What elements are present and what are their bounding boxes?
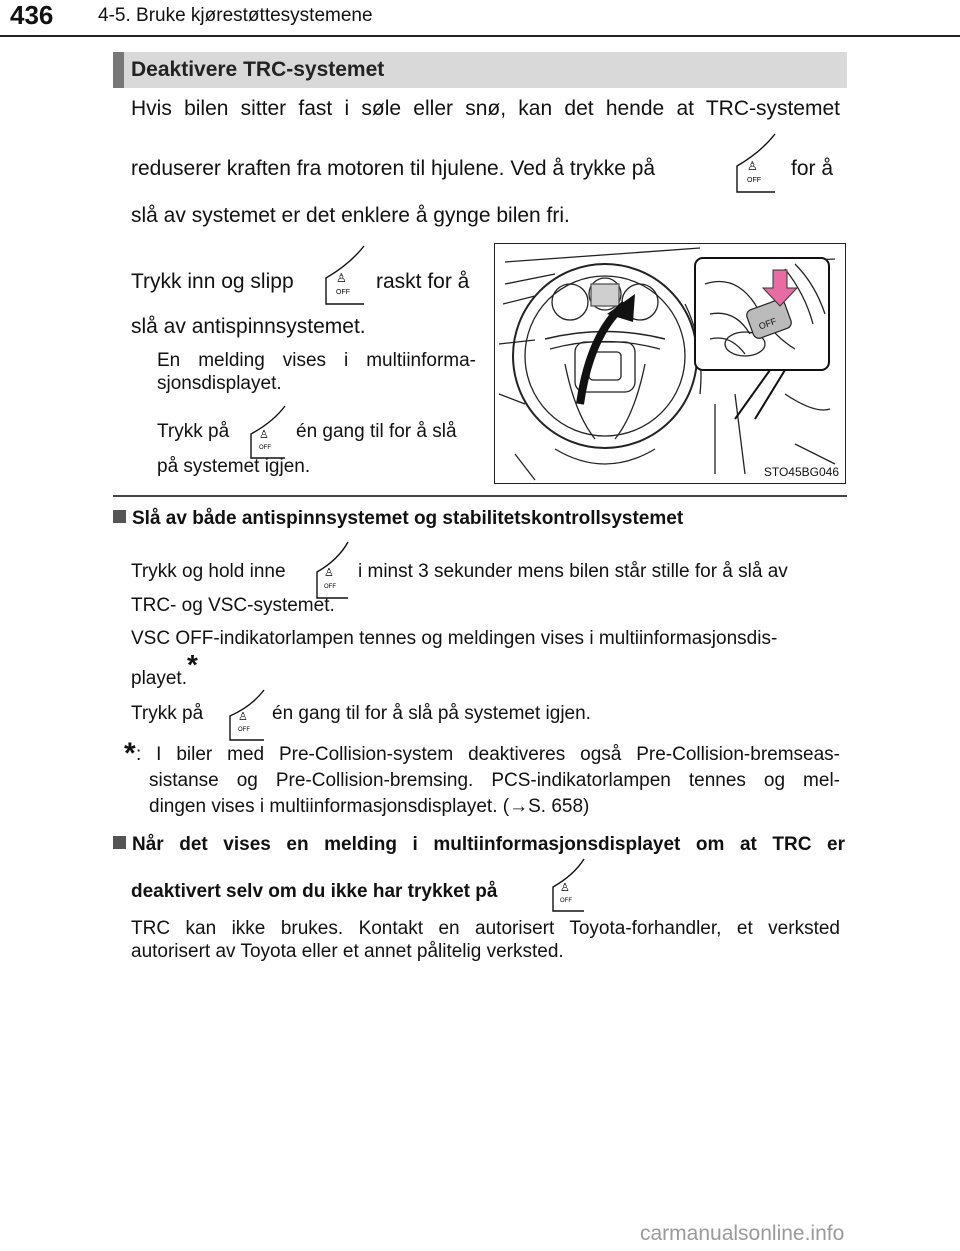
subsection-2-heading-line-1: Når det vises en melding i multiinformasjonsdisplayet om at TRC er: [113, 834, 845, 856]
page-number: 436: [10, 0, 54, 30]
square-bullet-icon: [113, 836, 126, 849]
svg-text:OFF: OFF: [747, 177, 761, 184]
header-divider: [0, 35, 960, 37]
svg-text:♙: ♙: [259, 429, 269, 441]
sub1-line-2: TRC- og VSC-systemet.: [131, 595, 335, 616]
vsc-off-button-icon: [224, 688, 268, 742]
svg-text:OFF: OFF: [238, 727, 250, 733]
footnote-line-3: dingen vises i multiinformasjonsdisplayet. (→S. 658): [149, 796, 590, 817]
footnote-star: *: [124, 737, 136, 770]
subsection-1-heading: Slå av både antispinnsystemet og stabilitetskontrollsystemet: [113, 508, 683, 530]
section-bar-accent: [113, 52, 124, 88]
vsc-off-button-icon: [731, 132, 779, 194]
sub2-body-line-2: autorisert av Toyota eller et annet pålitelig verksted.: [131, 941, 564, 962]
step1-note1-line-1: En melding vises i multiinforma-: [157, 350, 476, 371]
square-bullet-icon: [113, 510, 126, 523]
sub1-line-1b: i minst 3 sekunder mens bilen står stille for å slå av: [358, 561, 788, 582]
svg-text:♙: ♙: [560, 882, 570, 894]
svg-text:OFF: OFF: [259, 445, 271, 451]
intro-line-2a: reduserer kraften fra motoren til hjulene. Ved å trykke på: [131, 157, 656, 180]
intro-line-2b: for å: [791, 157, 834, 180]
step1-note2-line-1b: én gang til for å slå: [296, 421, 457, 442]
watermark: carmanualsonline.info: [640, 1222, 845, 1245]
step1-note2-line-1a: Trykk på: [157, 421, 230, 442]
section-divider: [113, 495, 847, 497]
steering-wheel-illustration: [495, 244, 844, 482]
step1-note2-line-2: på systemet igjen.: [157, 456, 311, 477]
sub1-line-5a: Trykk på: [131, 703, 204, 724]
svg-text:OFF: OFF: [757, 316, 778, 332]
svg-text:OFF: OFF: [324, 584, 336, 590]
subsection-2-heading-line-2: deaktivert selv om du ikke har trykket på: [131, 881, 498, 902]
svg-text:OFF: OFF: [560, 898, 572, 904]
section-title: Deaktivere TRC-systemet: [131, 58, 385, 81]
intro-line-3: slå av systemet er det enklere å gynge bilen fri.: [131, 204, 570, 227]
sub1-line-5b: én gang til for å slå på systemet igjen.: [272, 703, 591, 724]
svg-text:♙: ♙: [336, 271, 347, 285]
vsc-off-button-icon: [320, 244, 368, 306]
chapter-title: 4-5. Bruke kjørestøttesystemene: [98, 5, 373, 26]
svg-text:♙: ♙: [238, 711, 248, 723]
footnote-line-2: sistanse og Pre-Collision-bremsing. PCS-indikatorlampen tennes og mel-: [149, 770, 840, 791]
step1-line-2: slå av antispinnsystemet.: [131, 315, 366, 338]
svg-text:♙: ♙: [747, 159, 758, 173]
vsc-off-button-icon: [245, 404, 289, 460]
intro-line-1: Hvis bilen sitter fast i søle eller snø, kan det hende at TRC-systemet: [131, 97, 840, 120]
step1-note1-line-2: sjonsdisplayet.: [157, 373, 282, 394]
sub1-line-3: VSC OFF-indikatorlampen tennes og meldingen vises i multiinformasjonsdis-: [131, 628, 778, 649]
vsc-off-button-icon: [312, 540, 352, 600]
figure-code: STO45BG046: [763, 465, 839, 479]
step1-line-1a: Trykk inn og slipp: [131, 270, 294, 293]
step1-line-1b: raskt for å: [376, 270, 470, 293]
sub1-line-4: playet.*: [131, 649, 198, 689]
sub2-body-line-1: TRC kan ikke brukes. Kontakt en autorisert Toyota-forhandler, et verksted: [131, 918, 840, 939]
footnote-marker: *: [186, 649, 198, 680]
steering-wheel-figure: [494, 243, 846, 484]
sub1-line-1a: Trykk og hold inne: [131, 561, 286, 582]
svg-text:OFF: OFF: [336, 289, 350, 296]
svg-text:♙: ♙: [324, 567, 334, 579]
vsc-off-button-icon: [548, 857, 588, 913]
footnote-line-1: : I biler med Pre-Collision-system deaktiveres også Pre-Collision-bremseas-: [136, 744, 840, 765]
